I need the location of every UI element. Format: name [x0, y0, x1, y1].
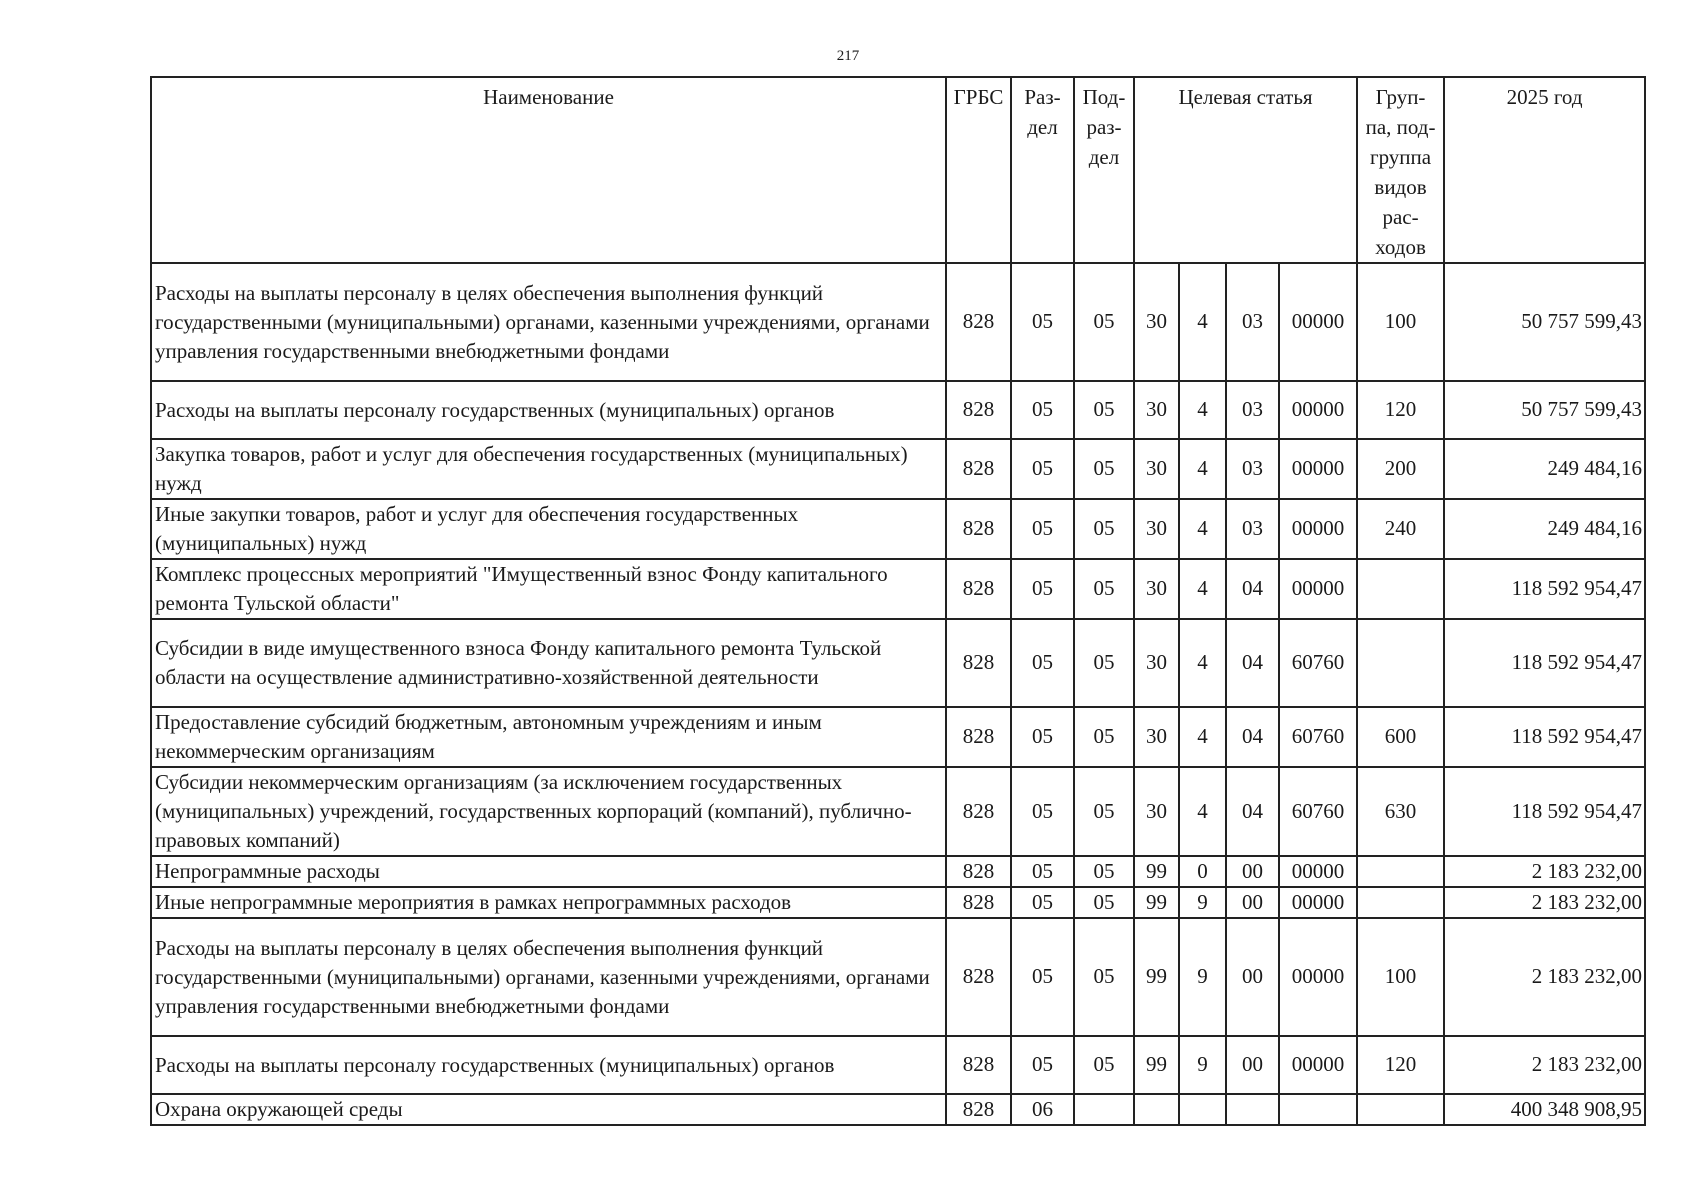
row-name: Субсидии в виде имущественного взноса Фонду капитального ремонта Тульской области на осуществление административно-хозяйственной деятельности	[151, 619, 946, 707]
row-podrazdel: 05	[1074, 887, 1134, 918]
row-target-program: 30	[1134, 619, 1179, 707]
table-row	[151, 559, 1645, 619]
row-target-subprogram	[1226, 1094, 1279, 1125]
row-target-subprogram: 03	[1226, 263, 1279, 381]
row-razdel: 06	[1011, 1094, 1074, 1125]
row-grbs: 828	[946, 381, 1011, 439]
row-name: Расходы на выплаты персоналу в целях обеспечения выполнения функций государственными (муниципальными) органами, казенными учреждениями, органами управления государственными внебюджетными фондами	[151, 263, 946, 381]
row-target-program: 30	[1134, 559, 1179, 619]
row-grbs: 828	[946, 707, 1011, 767]
row-razdel: 05	[1011, 707, 1074, 767]
row-target-subprogram: 03	[1226, 499, 1279, 559]
row-target-program: 99	[1134, 918, 1179, 1036]
row-grbs: 828	[946, 559, 1011, 619]
row-razdel: 05	[1011, 856, 1074, 887]
row-amount: 249 484,16	[1444, 439, 1645, 499]
row-razdel: 05	[1011, 439, 1074, 499]
header-name: Наименование	[151, 77, 946, 263]
row-target-program	[1134, 1094, 1179, 1125]
row-grbs: 828	[946, 767, 1011, 856]
header-razdel: Раз- дел	[1011, 77, 1074, 263]
table-row	[151, 856, 1645, 887]
row-target-type: 4	[1179, 619, 1226, 707]
row-target-type	[1179, 1094, 1226, 1125]
header-year-2025: 2025 год	[1444, 77, 1645, 263]
row-target-direction: 60760	[1279, 707, 1357, 767]
row-target-subprogram: 04	[1226, 767, 1279, 856]
row-podrazdel: 05	[1074, 1036, 1134, 1094]
header-expense-group: Груп- па, под- группа видов рас- ходов	[1357, 77, 1444, 263]
row-target-subprogram: 00	[1226, 1036, 1279, 1094]
row-target-direction: 00000	[1279, 499, 1357, 559]
row-name: Непрограммные расходы	[151, 856, 946, 887]
row-grbs: 828	[946, 887, 1011, 918]
row-expense-group	[1357, 619, 1444, 707]
row-amount: 2 183 232,00	[1444, 918, 1645, 1036]
row-target-type: 9	[1179, 1036, 1226, 1094]
row-expense-group	[1357, 559, 1444, 619]
row-grbs: 828	[946, 499, 1011, 559]
row-name: Субсидии некоммерческим организациям (за исключением государственных (муниципальных) учреждений, государственных корпораций (компаний), публично-правовых компаний)	[151, 767, 946, 856]
row-razdel: 05	[1011, 263, 1074, 381]
row-amount: 2 183 232,00	[1444, 887, 1645, 918]
row-amount: 118 592 954,47	[1444, 767, 1645, 856]
row-expense-group	[1357, 887, 1444, 918]
row-target-type: 4	[1179, 499, 1226, 559]
row-target-direction: 00000	[1279, 439, 1357, 499]
row-target-program: 30	[1134, 439, 1179, 499]
row-razdel: 05	[1011, 619, 1074, 707]
row-target-type: 4	[1179, 439, 1226, 499]
row-grbs: 828	[946, 1036, 1011, 1094]
row-name: Расходы на выплаты персоналу государственных (муниципальных) органов	[151, 381, 946, 439]
row-razdel: 05	[1011, 559, 1074, 619]
row-grbs: 828	[946, 619, 1011, 707]
row-razdel: 05	[1011, 381, 1074, 439]
row-expense-group	[1357, 856, 1444, 887]
row-grbs: 828	[946, 439, 1011, 499]
row-podrazdel	[1074, 1094, 1134, 1125]
budget-table	[150, 76, 1646, 1126]
row-name: Расходы на выплаты персоналу государственных (муниципальных) органов	[151, 1036, 946, 1094]
row-podrazdel: 05	[1074, 767, 1134, 856]
row-grbs: 828	[946, 263, 1011, 381]
row-podrazdel: 05	[1074, 707, 1134, 767]
table-row	[151, 499, 1645, 559]
row-target-program: 99	[1134, 1036, 1179, 1094]
table-row	[151, 887, 1645, 918]
row-target-direction: 00000	[1279, 887, 1357, 918]
page-number: 217	[836, 48, 860, 64]
row-target-type: 4	[1179, 263, 1226, 381]
row-expense-group: 120	[1357, 381, 1444, 439]
row-target-program: 30	[1134, 499, 1179, 559]
row-target-type: 4	[1179, 381, 1226, 439]
table-row	[151, 1036, 1645, 1094]
row-razdel: 05	[1011, 767, 1074, 856]
row-target-direction: 60760	[1279, 767, 1357, 856]
row-podrazdel: 05	[1074, 381, 1134, 439]
row-podrazdel: 05	[1074, 499, 1134, 559]
row-grbs: 828	[946, 856, 1011, 887]
row-target-direction	[1279, 1094, 1357, 1125]
row-razdel: 05	[1011, 918, 1074, 1036]
row-expense-group: 120	[1357, 1036, 1444, 1094]
row-amount: 118 592 954,47	[1444, 619, 1645, 707]
row-amount: 2 183 232,00	[1444, 856, 1645, 887]
row-target-subprogram: 00	[1226, 856, 1279, 887]
row-target-subprogram: 04	[1226, 619, 1279, 707]
row-target-program: 99	[1134, 856, 1179, 887]
row-target-program: 30	[1134, 381, 1179, 439]
row-razdel: 05	[1011, 887, 1074, 918]
row-grbs: 828	[946, 918, 1011, 1036]
row-razdel: 05	[1011, 499, 1074, 559]
row-podrazdel: 05	[1074, 856, 1134, 887]
table-row	[151, 918, 1645, 1036]
row-target-program: 99	[1134, 887, 1179, 918]
row-expense-group	[1357, 1094, 1444, 1125]
row-amount: 118 592 954,47	[1444, 559, 1645, 619]
row-target-program: 30	[1134, 707, 1179, 767]
row-target-subprogram: 00	[1226, 887, 1279, 918]
row-podrazdel: 05	[1074, 263, 1134, 381]
row-target-subprogram: 00	[1226, 918, 1279, 1036]
row-razdel: 05	[1011, 1036, 1074, 1094]
table-row	[151, 263, 1645, 381]
table-row	[151, 619, 1645, 707]
row-target-direction: 00000	[1279, 559, 1357, 619]
table-row	[151, 767, 1645, 856]
header-grbs: ГРБС	[946, 77, 1011, 263]
row-name: Закупка товаров, работ и услуг для обеспечения государственных (муниципальных) нужд	[151, 439, 946, 499]
row-expense-group: 100	[1357, 263, 1444, 381]
row-target-direction: 00000	[1279, 856, 1357, 887]
row-amount: 400 348 908,95	[1444, 1094, 1645, 1125]
header-row	[151, 77, 1645, 263]
row-amount: 2 183 232,00	[1444, 1036, 1645, 1094]
row-target-program: 30	[1134, 767, 1179, 856]
row-amount: 50 757 599,43	[1444, 381, 1645, 439]
table-row	[151, 1094, 1645, 1125]
table-row	[151, 439, 1645, 499]
row-podrazdel: 05	[1074, 439, 1134, 499]
row-name: Расходы на выплаты персоналу в целях обеспечения выполнения функций государственными (муниципальными) органами, казенными учреждениями, органами управления государственными внебюджетными фондами	[151, 918, 946, 1036]
row-grbs: 828	[946, 1094, 1011, 1125]
row-expense-group: 630	[1357, 767, 1444, 856]
row-target-type: 0	[1179, 856, 1226, 887]
row-target-subprogram: 03	[1226, 381, 1279, 439]
row-target-direction: 00000	[1279, 1036, 1357, 1094]
row-target-direction: 00000	[1279, 263, 1357, 381]
row-expense-group: 240	[1357, 499, 1444, 559]
row-target-type: 9	[1179, 918, 1226, 1036]
row-amount: 118 592 954,47	[1444, 707, 1645, 767]
row-target-subprogram: 04	[1226, 707, 1279, 767]
row-target-program: 30	[1134, 263, 1179, 381]
row-name: Иные закупки товаров, работ и услуг для обеспечения государственных (муниципальных) нужд	[151, 499, 946, 559]
row-target-subprogram: 03	[1226, 439, 1279, 499]
row-podrazdel: 05	[1074, 559, 1134, 619]
row-amount: 50 757 599,43	[1444, 263, 1645, 381]
row-target-type: 4	[1179, 559, 1226, 619]
row-target-subprogram: 04	[1226, 559, 1279, 619]
row-podrazdel: 05	[1074, 918, 1134, 1036]
row-target-direction: 00000	[1279, 918, 1357, 1036]
table-row	[151, 381, 1645, 439]
row-podrazdel: 05	[1074, 619, 1134, 707]
header-target-article: Целевая статья	[1134, 77, 1357, 263]
table-row	[151, 707, 1645, 767]
row-expense-group: 600	[1357, 707, 1444, 767]
header-podrazdel: Под- раз- дел	[1074, 77, 1134, 263]
row-amount: 249 484,16	[1444, 499, 1645, 559]
row-name: Иные непрограммные мероприятия в рамках непрограммных расходов	[151, 887, 946, 918]
row-expense-group: 100	[1357, 918, 1444, 1036]
row-target-direction: 60760	[1279, 619, 1357, 707]
row-target-direction: 00000	[1279, 381, 1357, 439]
row-name: Охрана окружающей среды	[151, 1094, 946, 1125]
row-target-type: 9	[1179, 887, 1226, 918]
row-target-type: 4	[1179, 707, 1226, 767]
row-name: Предоставление субсидий бюджетным, автономным учреждениям и иным некоммерческим организациям	[151, 707, 946, 767]
row-expense-group: 200	[1357, 439, 1444, 499]
row-target-type: 4	[1179, 767, 1226, 856]
row-name: Комплекс процессных мероприятий "Имущественный взнос Фонду капитального ремонта Тульской области"	[151, 559, 946, 619]
